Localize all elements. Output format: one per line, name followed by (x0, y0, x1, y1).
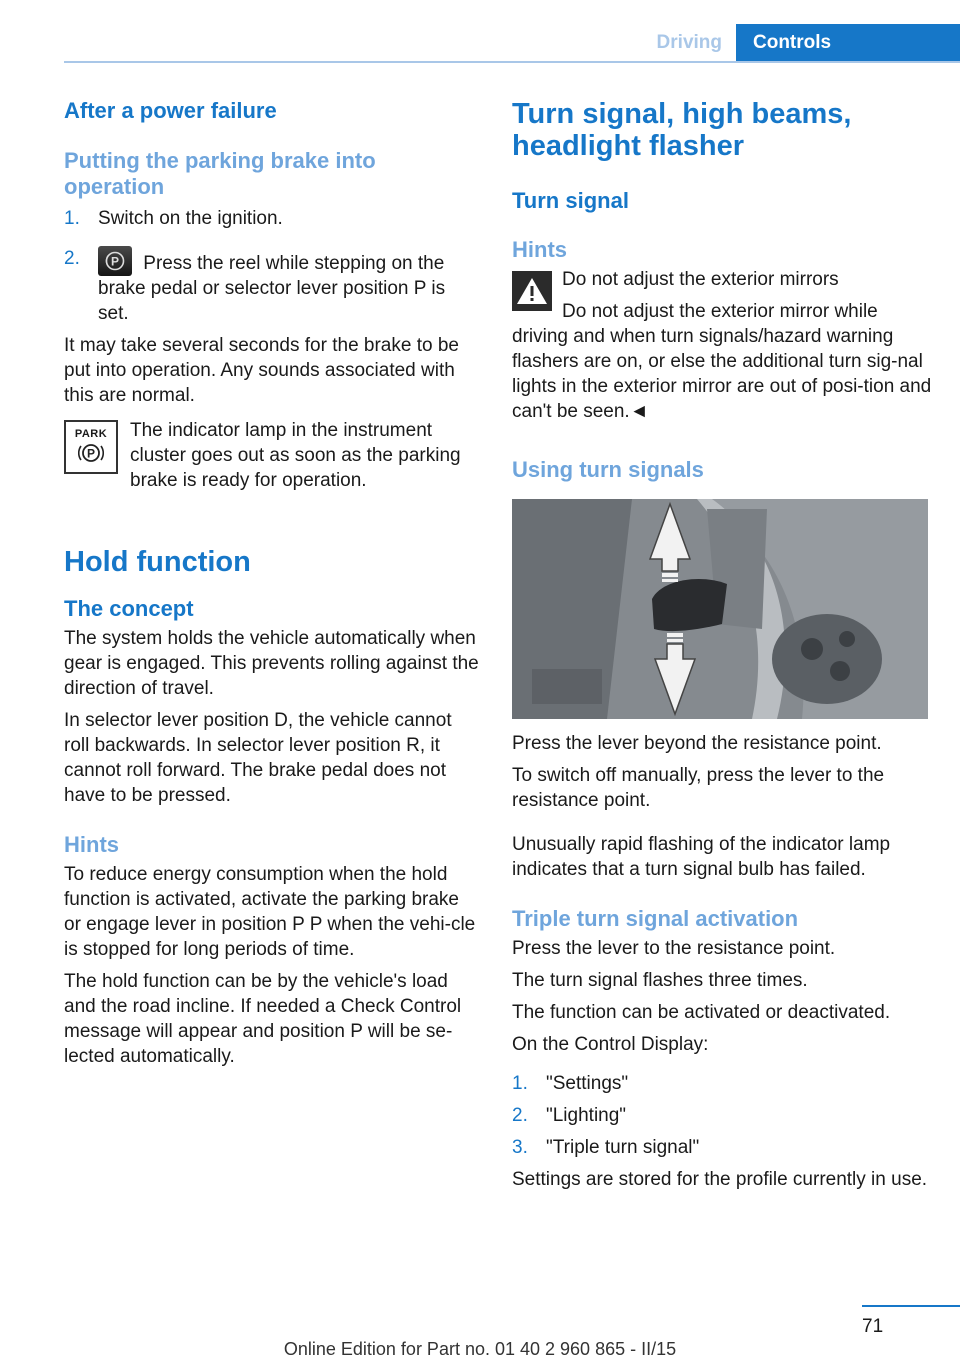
list-item (512, 1135, 932, 1160)
heading-hints-left: Hints (64, 832, 119, 857)
right-column (512, 98, 932, 1192)
park-icon-label: PARK (74, 428, 108, 440)
tab-controls[interactable]: Controls (736, 24, 960, 61)
settings-menu-list (512, 1071, 932, 1160)
list-item (64, 246, 480, 326)
heading-triple-turn-signal: Triple turn signal activation (512, 906, 799, 931)
steps-list (64, 206, 480, 326)
heading-concept: The concept (64, 596, 194, 621)
warning-block (512, 267, 932, 424)
list-number: 2. (512, 1105, 528, 1126)
paragraph-switch-off: To switch off manually, press the lever to the resistance point. (512, 765, 885, 811)
note-indicator-lamp (64, 418, 480, 493)
paragraph-concept-1: The system holds the vehicle automatically when gear is engaged. This prevents rolling against the direction of travel. (64, 628, 479, 699)
paragraph-several-seconds: It may take several seconds for the brake to be put into operation. Any sounds associated with this are normal. (64, 335, 459, 406)
list-text: Switch on the ignition. (98, 208, 283, 229)
heading-hints-right: Hints (512, 237, 567, 262)
svg-text:P: P (86, 446, 96, 461)
steering-column-illustration (512, 499, 928, 719)
list-text: Press the reel while stepping on the brake pedal or selector lever position P is set. (98, 253, 446, 324)
list-text: "Settings" (546, 1073, 629, 1094)
footer-rule (862, 1305, 960, 1307)
heading-after-power-failure: After a power failure (64, 98, 277, 123)
note-text: The indicator lamp in the instrument cluster goes out as soon as the parking brake is ready for operation. (130, 420, 461, 491)
paragraph-press-lever: Press the lever beyond the resistance point. (512, 733, 882, 754)
heading-turn-signal: Turn signal (512, 188, 629, 213)
paragraph-triple-2: The turn signal flashes three times. (512, 970, 808, 991)
list-item (64, 206, 480, 231)
header-rule (64, 61, 960, 63)
parking-brake-button-icon (98, 246, 132, 276)
paragraph-rapid-flashing: Unusually rapid flashing of the indicator lamp indicates that a turn signal bulb has failed. (512, 834, 891, 880)
left-column (64, 98, 480, 1069)
heading-parking-brake-operation: Putting the parking brake into operation (64, 148, 376, 199)
list-number: 1. (64, 208, 80, 229)
heading-using-turn-signals: Using turn signals (512, 457, 704, 482)
list-number: 2. (64, 248, 80, 269)
park-indicator-icon (64, 420, 118, 474)
paragraph-control-display: On the Control Display: (512, 1034, 709, 1055)
paragraph-concept-2: In selector lever position D, the vehicle cannot roll backwards. In selector lever position R, it cannot roll forward. The brake pedal does not have to be pressed. (64, 710, 452, 806)
list-number: 1. (512, 1073, 528, 1094)
paragraph-triple-1: Press the lever to the resistance point. (512, 938, 836, 959)
paragraph-settings-stored: Settings are stored for the profile currently in use. (512, 1169, 928, 1190)
warning-title: Do not adjust the exterior mirrors (562, 269, 839, 290)
list-text: "Lighting" (546, 1105, 627, 1126)
heading-turn-signal-high-beams: Turn signal, high beams, headlight flasher (512, 98, 852, 162)
list-item (512, 1071, 932, 1096)
paragraph-triple-3: The function can be activated or deactivated. (512, 1002, 891, 1023)
header-tabs (636, 24, 960, 61)
turn-signal-lever-image (512, 499, 928, 719)
list-text: "Triple turn signal" (546, 1137, 700, 1158)
list-item (512, 1103, 932, 1128)
heading-hold-function: Hold function (64, 546, 251, 578)
warning-text: Do not adjust the exterior mirror while driving and when turn signals/hazard warning flashers are on, or else the additional turn sig‐nal lights in the exterior mirror are out of posi‐tion and can't be seen.◄ (512, 301, 932, 422)
paragraph-hints-2: The hold function can be by the vehicle's load and the road incline. If needed a Check Control message will appear and position P will be se‐lected automatically. (64, 971, 462, 1067)
tab-driving[interactable]: Driving (656, 31, 722, 53)
paragraph-hints-1: To reduce energy consumption when the hold function is activated, activate the parking brake or engage lever in position P P when the vehi‐cle is stopped for long periods of time. (64, 864, 476, 960)
svg-text:P: P (110, 254, 120, 269)
p-circle-icon (78, 441, 104, 465)
warning-icon (512, 271, 552, 311)
page-number: 71 (862, 1316, 884, 1337)
footer-edition: Online Edition for Part no. 01 40 2 960 865 - II/15 (283, 1339, 677, 1359)
list-number: 3. (512, 1137, 528, 1158)
